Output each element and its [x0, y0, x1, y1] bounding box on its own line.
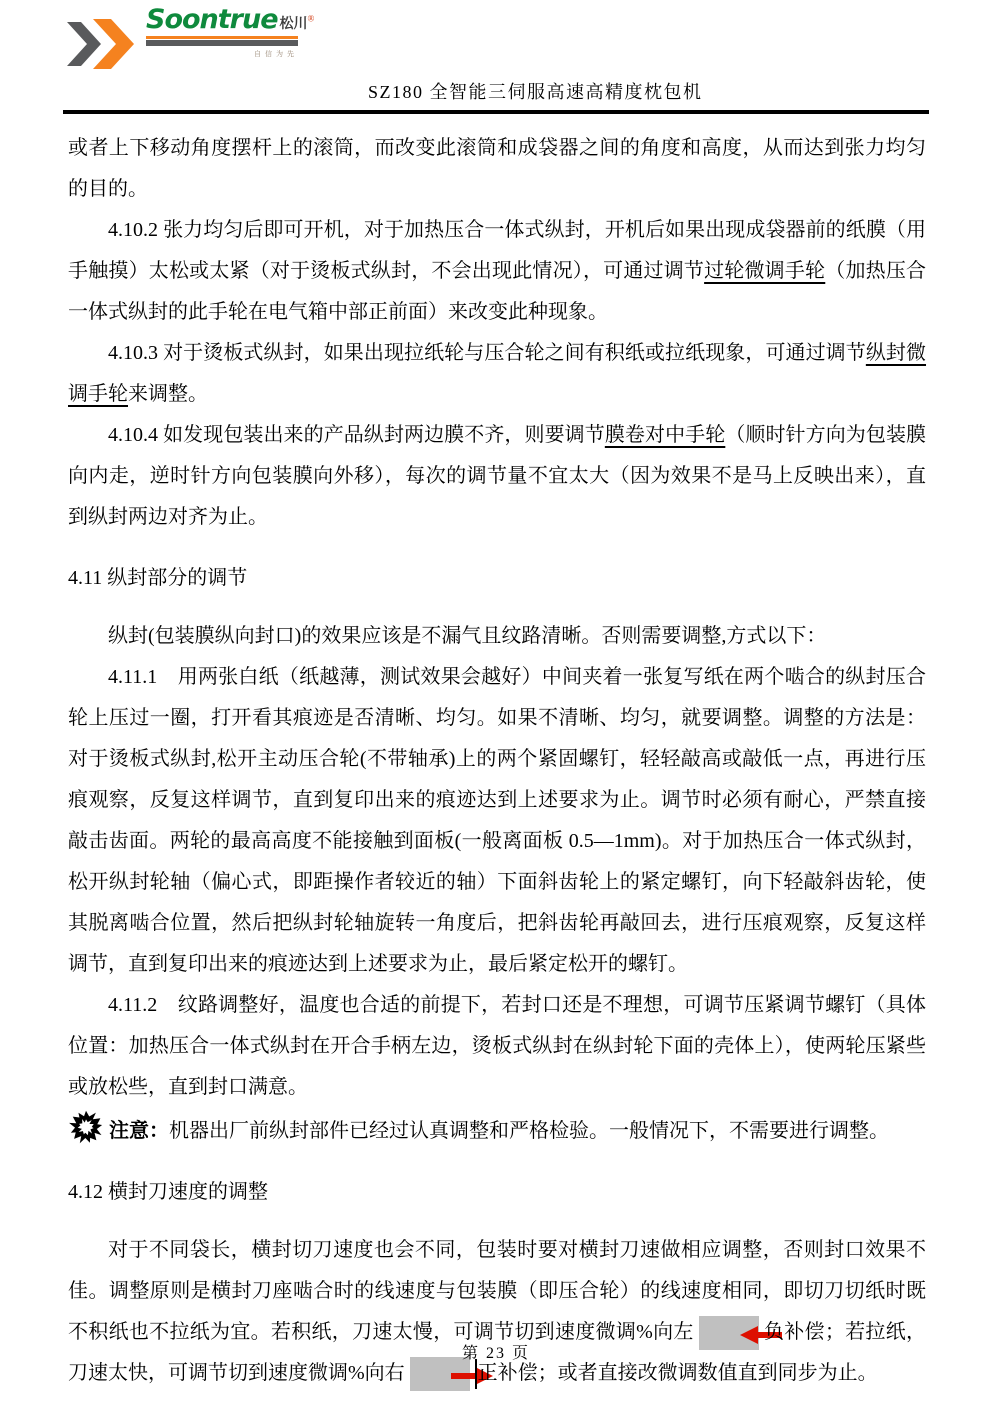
section-heading: 4.11 纵封部分的调节: [68, 567, 248, 589]
brand-name: Soontrue: [146, 4, 278, 35]
paragraph: [68, 1230, 926, 1394]
paragraph: [68, 333, 926, 415]
page-number: 第 23 页: [461, 1345, 530, 1362]
underlined-term: 纵封微调手轮: [68, 342, 927, 405]
note-label: 注意：: [109, 1120, 169, 1142]
text-caret: [475, 1359, 477, 1389]
note-paragraph: [68, 1108, 926, 1152]
soontrue-logo: [66, 4, 315, 70]
paragraph: [68, 616, 926, 657]
text-run: 机器出厂前纵封部件已经过认真调整和严格检验。一般情况下，不需要进行调整。: [169, 1120, 889, 1142]
paragraph: [68, 415, 926, 538]
starburst-icon: [68, 1108, 104, 1146]
paragraph: [68, 985, 926, 1108]
underlined-term: 过轮微调手轮: [704, 260, 826, 282]
paragraph: [68, 128, 926, 210]
paragraph: [68, 657, 926, 985]
brand-name-cn: 松川: [279, 17, 308, 32]
text-run: 对于不同袋长，横封切刀速度也会不同，包装时要对横封刀速做相应调整，否则封口效果不佳。调整原则是横封刀座啮合时的线速度与包装膜（即压合轮）的线速度相同，即切刀切纸时既不积纸也不拉纸为宜。若积纸，刀速太慢，可调节切到速度微调%向左: [68, 1239, 926, 1343]
brand-slogan: 自信为先: [254, 50, 298, 58]
text-run: 4.10.4 如发现包装出来的产品纵封两边膜不齐，则要调节: [108, 424, 605, 446]
paragraph: [68, 210, 926, 333]
text-run: 4.11.2 纹路调整好，温度也合适的前提下，若封口还是不理想，可调节压紧调节螺钉（具体位置：加热压合一体式纵封在开合手柄左边，烫板式纵封在纵封轮下面的壳体上），使两轮压紧些或放松些，直到封口满意。: [68, 994, 926, 1098]
text-run: 4.10.3 对于烫板式纵封，如果出现拉纸轮与压合轮之间有积纸或拉纸现象，可通过调节: [108, 342, 866, 364]
registered-mark: ®: [307, 13, 315, 24]
text-run: （加热压合一体式纵封的此手轮在电气箱中部正前面）来改变此种现象。: [68, 260, 927, 323]
text-run: 4.10.2 张力均匀后即可开机，对于加热压合一体式纵封，开机后如果出现成袋器前的纸膜（用手触摸）太松或太紧（对于烫板式纵封，不会出现此情况），可通过调节: [68, 219, 926, 282]
chevrons-icon: [66, 18, 140, 70]
page-footer: [0, 1340, 992, 1363]
logo-orange-bar: [146, 36, 298, 39]
text-run: 或者上下移动角度摆杆上的滚筒，而改变此滚筒和成袋器之间的角度和高度，从而达到张力均匀的目的。: [68, 137, 926, 200]
doc-title: SZ180 全智能三伺服高速高精度枕包机: [368, 82, 703, 102]
document-body: [0, 114, 992, 1394]
text-run: 4.11.1 用两张白纸（纸越薄，测试效果会越好）中间夹着一张复写纸在两个啮合的纵封压合轮上压过一圈，打开看其痕迹是否清晰、均匀。如果不清晰、均匀，就要调整。调整的方法是：对于烫板式纵封,松开主动压合轮(不带轴承)上的两个紧固螺钉，轻轻敲高或敲低一点，再进行压痕观察，反复这样调节，直到复印出来的痕迹达到上述要求为止。调节时必须有耐心，严禁直接敲击齿面。两轮的最高高度不能接触到面板(一般离面板 0.5—1mm)。对于加热压合一体式纵封，松开纵封轮轴（偏心式，即距操作者较近的轴）下面斜齿轮上的紧定螺钉，向下轻敲斜齿轮，使其脱离啮合位置，然后把纵封轮轴旋转一角度后，把斜齿轮再敲回去，进行压痕观察，反复这样调节，直到复印出来的痕迹达到上述要求为止，最后紧定松开的螺钉。: [68, 666, 926, 975]
logo-gray-bar: [146, 40, 298, 46]
text-run: 纵封(包装膜纵向封口)的效果应该是不漏气且纹路清晰。否则需要调整,方式以下：: [108, 625, 827, 647]
underlined-term: 膜卷对中手轮: [604, 424, 726, 446]
section-heading: 4.12 横封刀速度的调整: [68, 1181, 268, 1203]
page-header: [63, 0, 929, 114]
text-run: 正补偿；或者直接改微调数值直到同步为止。: [477, 1362, 878, 1384]
text-run: （顺时针方向为包装膜向内走，逆时针方向包装膜向外移），每次的调节量不宜太大（因为效果不是马上反映出来），直到纵封两边对齐为止。: [68, 424, 927, 528]
text-run: 来调整。: [128, 383, 208, 405]
text-run: 负补偿；若拉纸，刀速太快，可调节切到速度微调%向右: [68, 1321, 926, 1384]
